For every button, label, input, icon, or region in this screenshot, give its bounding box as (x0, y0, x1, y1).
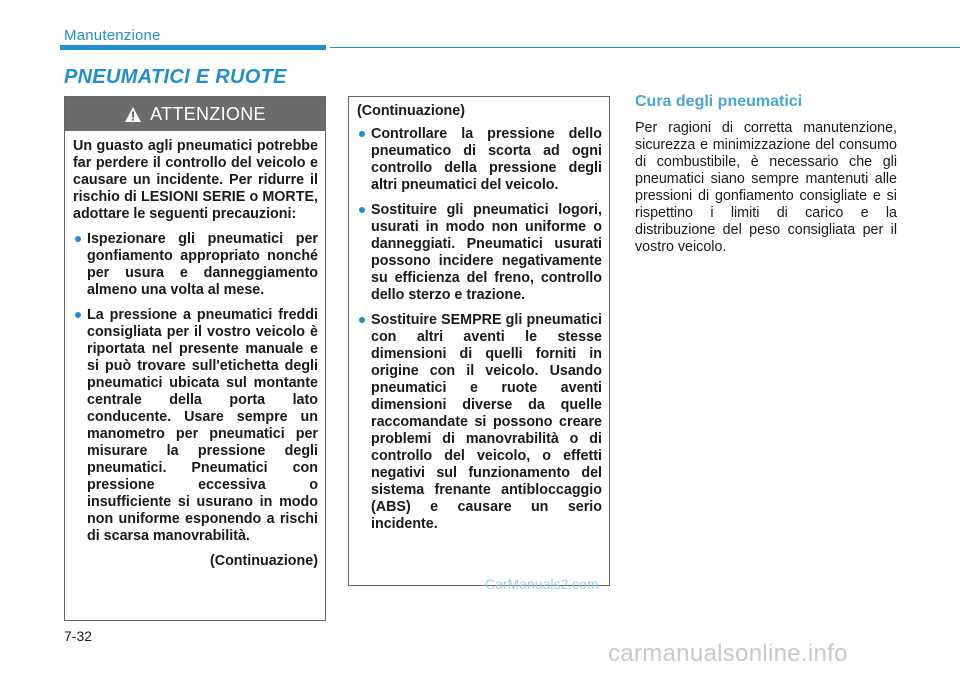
list-item-text: Sostituire gli pneumatici logori, usurati in modo non uniforme o danneggiati. Pneumatici usurati possono incidere negativamente su efficienza del freno, controllo dello sterzo e trazione. (371, 202, 602, 303)
continued-body (349, 97, 609, 533)
list-item-text: Sostituire SEMPRE gli pneumatici con altri aventi le stesse dimensioni di quelli forniti in origine con il veicolo. Usando pneumatici e ruote aventi dimensioni diverse da quelle raccomandate si possono creare problemi di manovrabilità o di controllo del veicolo, o effetti negativi sul funzionamento del sistema frenante antibloccaggio (ABS) e causare un serio incidente. (371, 312, 602, 532)
list-item-text: La pressione a pneumatici freddi consigliata per il vostro veicolo è riportata nel presente manuale e si può trovare sull'etichetta degli pneumatici ubicata sul montante centrale della porta lato conducente. Usare sempre un manometro per pneumatici per misurare la pressione degli pneumatici. Pneumatici con pressione eccessiva o insufficiente si usurano in modo non uniforme esponendo a rischi di scarsa manovrabilità. (87, 307, 318, 544)
list-item (73, 231, 318, 299)
warning-triangle-icon (124, 106, 142, 123)
continued-label: (Continuazione) (209, 553, 318, 569)
header-rule-thick (60, 45, 326, 50)
watermark-link[interactable]: CarManuals2.com (485, 576, 599, 592)
list-item (357, 126, 602, 194)
list-item-text: Controllare la pressione dello pneumatico di scorta ad ogni controllo della pressione degli altri pneumatici del veicolo. (371, 126, 602, 193)
bullet-icon (359, 317, 365, 323)
bullet-icon (359, 207, 365, 213)
bullet-icon (359, 131, 365, 137)
header-rule-thin (330, 47, 960, 48)
warning-box (64, 96, 326, 621)
page-title: PNEUMATICI E RUOTE (64, 66, 287, 88)
bullet-icon (75, 312, 81, 318)
list-item (357, 202, 602, 304)
continued-box (348, 96, 610, 586)
warning-body (65, 131, 325, 570)
bullet-icon (75, 236, 81, 242)
care-text: Per ragioni di corretta manutenzione, sicurezza e minimizzazione del consumo di combustibile, è necessario che gli pneumatici siano sempre mantenuti alle pressioni di gonfiamento consigliate e si rispettino i limiti di carico e la distribuzione del peso consigliata per il vostro veicolo. (635, 120, 897, 255)
list-item-text: Ispezionare gli pneumatici per gonfiamento appropriato nonché per usura e danneggiamento almeno una volta al mese. (87, 231, 318, 298)
site-watermark: carmanualsonline.info (608, 640, 848, 667)
warning-header (65, 97, 325, 131)
warning-title: ATTENZIONE (150, 103, 266, 124)
continued-list (357, 126, 602, 533)
warning-list (73, 231, 318, 545)
continued-label: (Continuazione) (357, 103, 466, 119)
list-item (357, 312, 602, 533)
list-item (73, 307, 318, 545)
page-number: 7-32 (64, 628, 93, 644)
warning-intro: Un guasto agli pneumatici potrebbe far perdere il controllo del veicolo e causare un incidente. Per ridurre il rischio di LESIONI SERIE o MORTE, adottare le seguenti precauzioni: (73, 138, 318, 222)
care-heading: Cura degli pneumatici (635, 93, 803, 110)
section-label: Manutenzione (64, 27, 161, 44)
